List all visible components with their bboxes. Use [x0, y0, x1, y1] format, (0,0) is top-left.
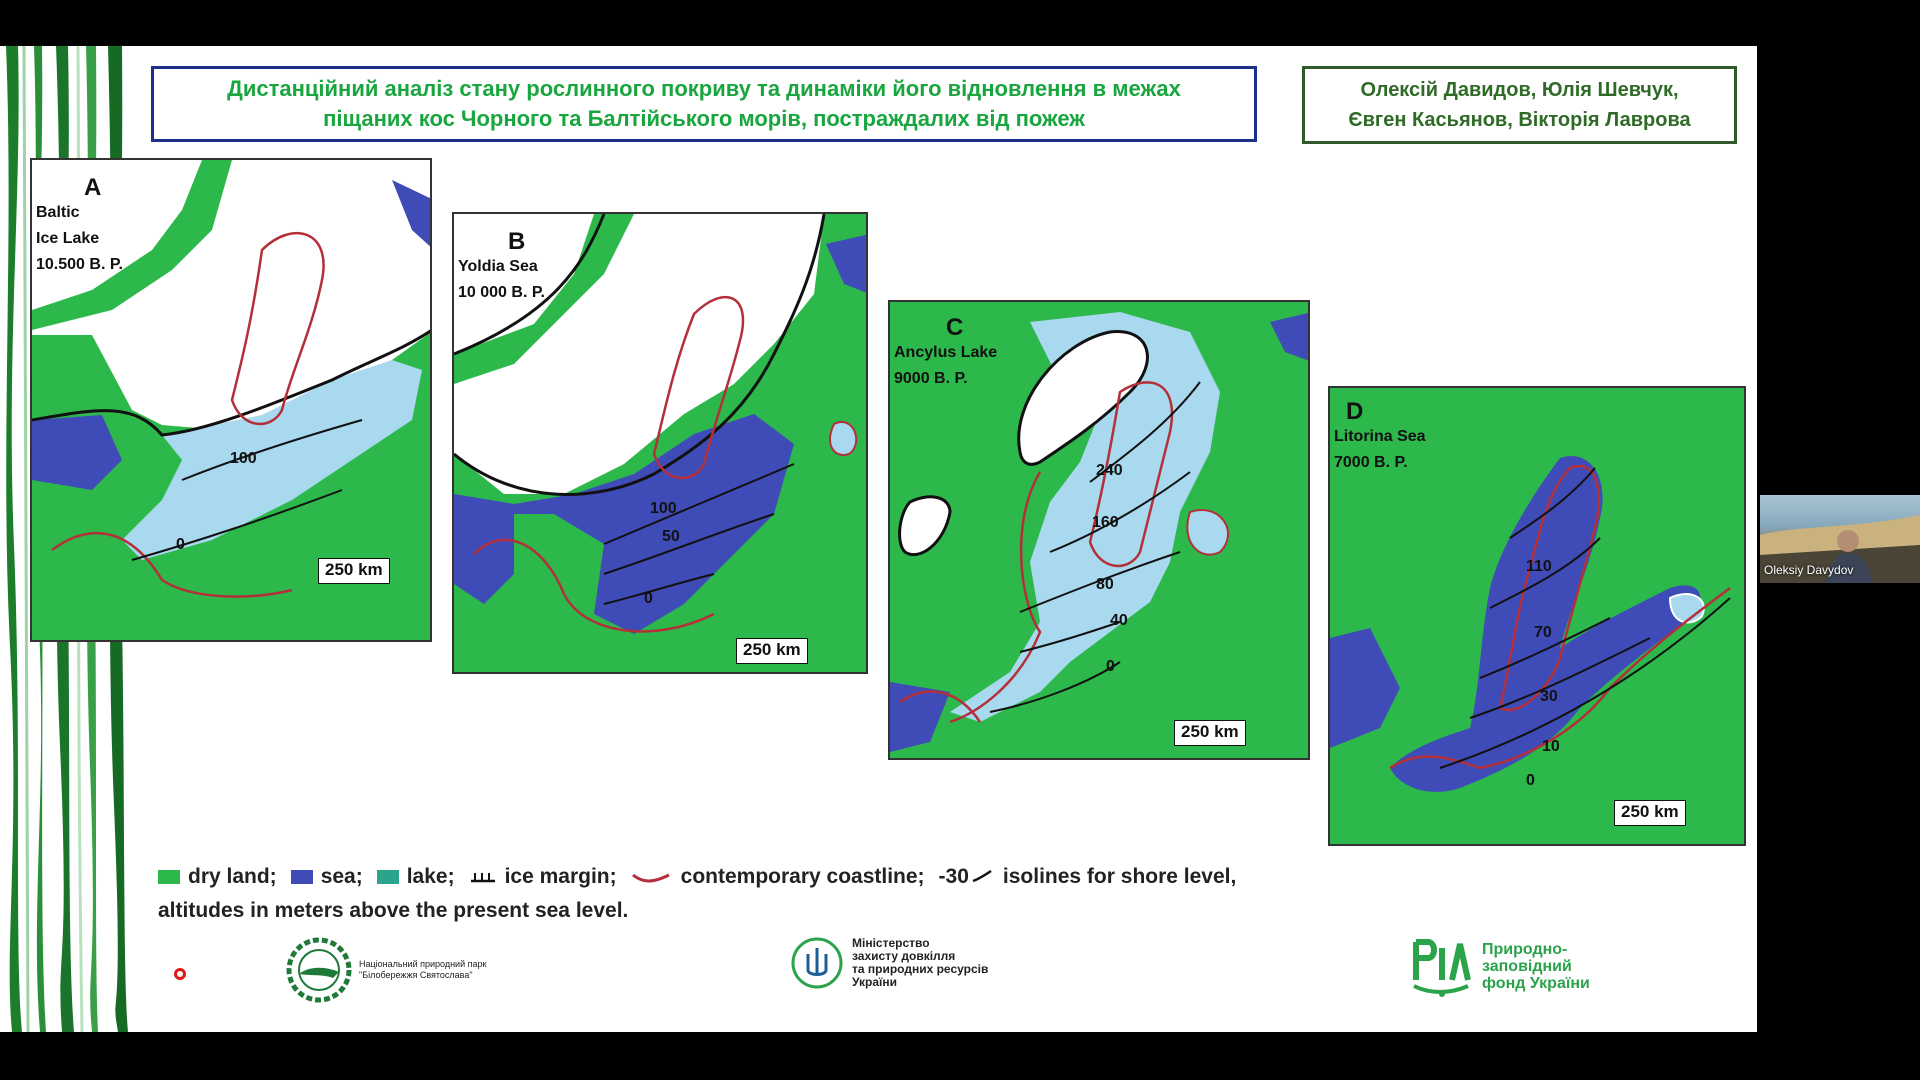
legend-ice-margin: ice margin; — [504, 865, 617, 888]
presentation-slide — [0, 46, 1757, 1032]
nature-fund-emblem-icon — [1410, 934, 1472, 998]
map-c-letter: C — [946, 314, 964, 341]
ministry-line-4: України — [852, 975, 898, 989]
map-b-yoldia-sea — [452, 212, 868, 674]
map-a-scale-label: 250 km — [325, 560, 383, 579]
ministry-line-2: захисту довкілля — [852, 949, 956, 963]
map-d-litorina-sea — [1328, 386, 1746, 846]
map-b-isoline-0: 0 — [644, 590, 653, 607]
map-b-letter: B — [508, 228, 526, 255]
map-d-scalebar — [1614, 800, 1686, 826]
map-b-isoline-50: 50 — [662, 528, 680, 545]
slide-title-line-2: піщаних кос Чорного та Балтійського морів, постраждалих від пожеж — [323, 106, 1085, 131]
fund-line-3: фонд України — [1482, 974, 1590, 992]
map-d-letter: D — [1346, 398, 1364, 425]
map-c-isoline-160: 160 — [1092, 514, 1119, 531]
map-d-isoline-10: 10 — [1542, 738, 1560, 755]
map-a-scalebar — [318, 558, 390, 584]
legend-isoline-sample: -30 — [938, 865, 969, 888]
map-b-scale-label: 250 km — [743, 640, 801, 659]
slide-title-box — [151, 66, 1257, 142]
park-logo — [285, 936, 486, 1004]
legend-lake: lake; — [406, 865, 455, 888]
legend-coastline: contemporary coastline; — [680, 865, 925, 888]
map-b-scalebar — [736, 638, 808, 664]
map-a-label: Baltic Ice Lake 10.500 B. P. — [36, 204, 123, 273]
participant-video-tile[interactable] — [1760, 495, 1920, 583]
map-d-isoline-70: 70 — [1534, 624, 1552, 641]
map-a-letter: A — [84, 174, 102, 201]
ice-margin-icon — [469, 869, 497, 885]
map-c-scale-label: 250 km — [1181, 722, 1239, 741]
map-c-label: Ancylus Lake 9000 B. P. — [894, 344, 998, 387]
fund-line-2: заповідний — [1482, 957, 1572, 975]
map-d-isoline-0: 0 — [1526, 772, 1535, 789]
map-d-isoline-110: 110 — [1526, 558, 1552, 575]
map-c-isoline-240: 240 — [1096, 462, 1123, 479]
authors-line-2: Євген Касьянов, Вікторія Лаврова — [1348, 109, 1691, 131]
legend-sea: sea; — [320, 865, 363, 888]
map-c-isoline-80: 80 — [1096, 576, 1114, 593]
ministry-line-1: Міністерство — [852, 936, 930, 950]
park-emblem-icon — [285, 936, 353, 1004]
nature-fund-logo — [1410, 934, 1590, 998]
ministry-emblem-icon — [790, 936, 844, 990]
map-c-isoline-40: 40 — [1110, 612, 1128, 629]
map-d-scale-label: 250 km — [1621, 802, 1679, 821]
map-c-scalebar — [1174, 720, 1246, 746]
participant-name: Oleksiy Davydov — [1764, 563, 1854, 577]
fund-line-1: Природно- — [1482, 940, 1568, 958]
sea-swatch — [291, 870, 313, 884]
authors-line-1: Олексій Давидов, Юлія Шевчук, — [1360, 79, 1679, 101]
legend-isolines: isolines for shore level, — [1002, 865, 1237, 888]
map-legend — [158, 860, 1236, 928]
slide-title-line-1: Дистанційний аналіз стану рослинного покриву та динаміки його відновлення в межах — [227, 76, 1181, 101]
map-d-isoline-30: 30 — [1540, 688, 1558, 705]
isoline-icon — [971, 869, 993, 885]
legend-dry-land: dry land; — [188, 865, 277, 888]
map-a-isoline-0: 0 — [176, 536, 185, 553]
dry-land-swatch — [158, 870, 180, 884]
coastline-line-icon — [631, 869, 671, 885]
map-a-isoline-100: 100 — [230, 450, 257, 467]
authors-box — [1302, 66, 1737, 144]
map-d-label: Litorina Sea 7000 B. P. — [1334, 428, 1426, 471]
laser-pointer-icon — [174, 968, 186, 980]
map-b-label: Yoldia Sea 10 000 B. P. — [458, 258, 545, 301]
map-a-baltic-ice-lake — [30, 158, 432, 642]
map-c-ancylus-lake — [888, 300, 1310, 760]
legend-line-2: altitudes in meters above the present sea level. — [158, 899, 629, 922]
map-c-isoline-0: 0 — [1106, 658, 1115, 675]
park-name-line-2: "Білобережжя Святослава" — [359, 970, 473, 980]
park-name-line-1: Національний природний парк — [359, 959, 487, 969]
map-b-isoline-100: 100 — [650, 500, 677, 517]
ministry-line-3: та природних ресурсів — [852, 962, 989, 976]
ministry-logo — [790, 936, 988, 990]
lake-swatch — [377, 870, 399, 884]
